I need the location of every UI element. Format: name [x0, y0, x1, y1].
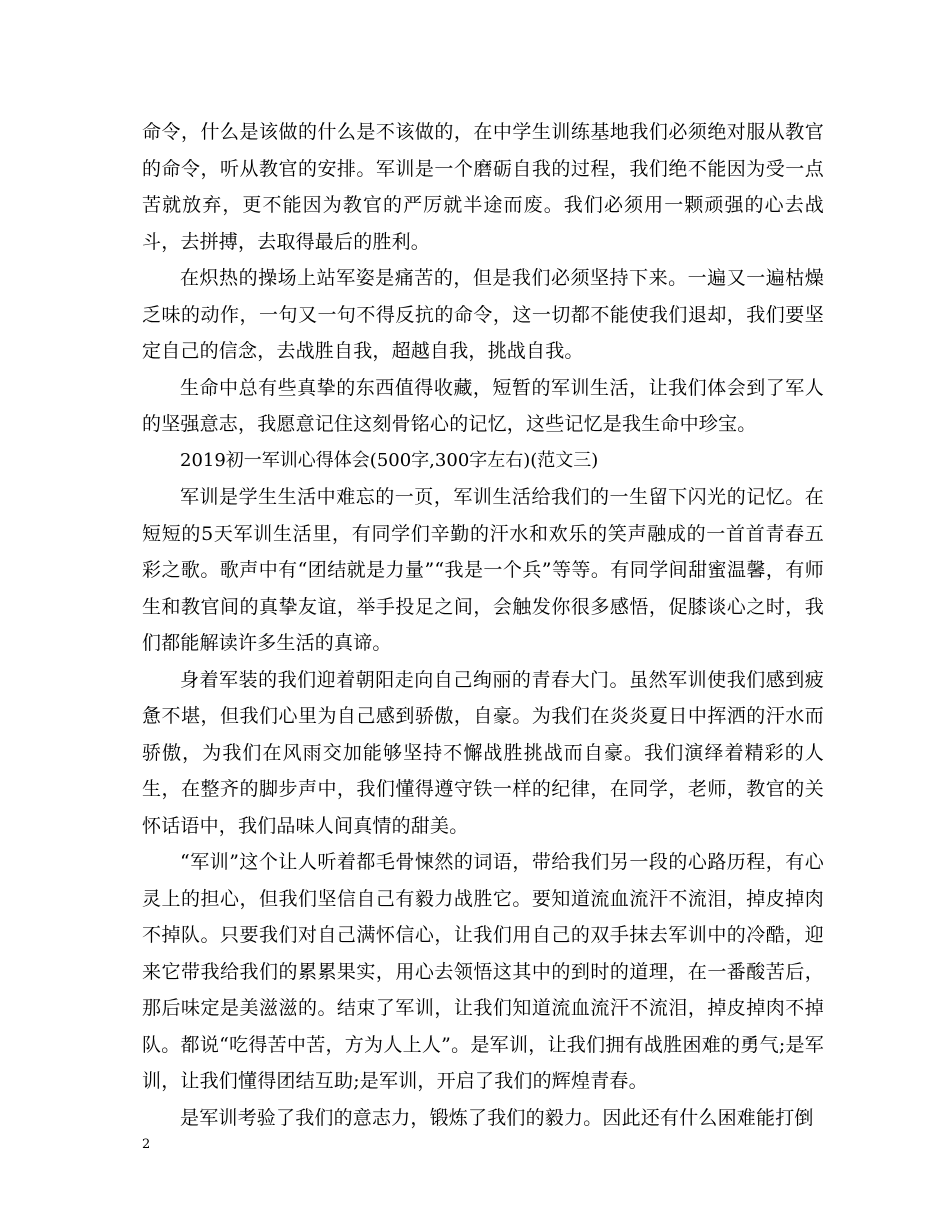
paragraph: 生命中总有些真挚的东西值得收藏，短暂的军训生活，让我们体会到了军人的坚强意志，我愿意记住这刻骨铭心的记忆，这些记忆是我生命中珍宝。	[142, 376, 824, 435]
paragraph: 在炽热的操场上站军姿是痛苦的，但是我们必须坚持下来。一遍又一遍枯燥乏味的动作，一句又一句不得反抗的命令，这一切都不能使我们退却，我们要坚定自己的信念，去战胜自我，超越自我，挑战自我。	[142, 267, 824, 362]
paragraph: “军训”这个让人听着都毛骨悚然的词语，带给我们另一段的心路历程，有心灵上的担心，但我们坚信自己有毅力战胜它。要知道流血流汗不流泪，掉皮掉肉不掉队。只要我们对自己满怀信心，让我们用自己的双手抹去军训中的冷酷，迎来它带我给我们的累累果实，用心去领悟这其中的到时的道理，在一番酸苦后，那后味定是美滋滋的。结束了军训，让我们知道流血流汗不流泪，掉皮掉肉不掉队。都说“吃得苦中苦，方为人上人”。是军训，让我们拥有战胜困难的勇气;是军训，让我们懂得团结互助;是军训，开启了我们的辉煌青春。	[142, 851, 824, 1092]
paragraph: 军训是学生生活中难忘的一页，军训生活给我们的一生留下闪光的记忆。在短短的5天军训生活里，有同学们辛勤的汗水和欢乐的笑声融成的一首首青春五彩之歌。歌声中有“团结就是力量”“我是一个兵”等等。有同学间甜蜜温馨，有师生和教官间的真挚友谊，举手投足之间，会触发你很多感悟，促膝谈心之时，我们都能解读许多生活的真谛。	[142, 486, 824, 654]
paragraph: 身着军装的我们迎着朝阳走向自己绚丽的青春大门。虽然军训使我们感到疲惫不堪，但我们心里为自己感到骄傲，自豪。为我们在炎炎夏日中挥洒的汗水而骄傲，为我们在风雨交加能够坚持不懈战胜挑战而自豪。我们演绎着精彩的人生，在整齐的脚步声中，我们懂得遵守铁一样的纪律，在同学，老师，教官的关怀话语中，我们品味人间真情的甜美。	[142, 668, 824, 837]
document-body	[142, 114, 824, 1136]
paragraph-continued: 命令，什么是该做的什么是不该做的，在中学生训练基地我们必须绝对服从教官的命令，听从教官的安排。军训是一个磨砺自我的过程，我们绝不能因为受一点苦就放弃，更不能因为教官的严厉就半途而废。我们必须用一颗顽强的心去战斗，去拼搏，去取得最后的胜利。	[142, 121, 824, 253]
page-number: 2	[142, 1137, 151, 1152]
paragraph-truncated: 是军训考验了我们的意志力，锻炼了我们的毅力。因此还有什么困难能打倒	[180, 1106, 814, 1129]
section-heading: 2019初一军训心得体会(500字,300字左右)(范文三)	[180, 449, 599, 471]
